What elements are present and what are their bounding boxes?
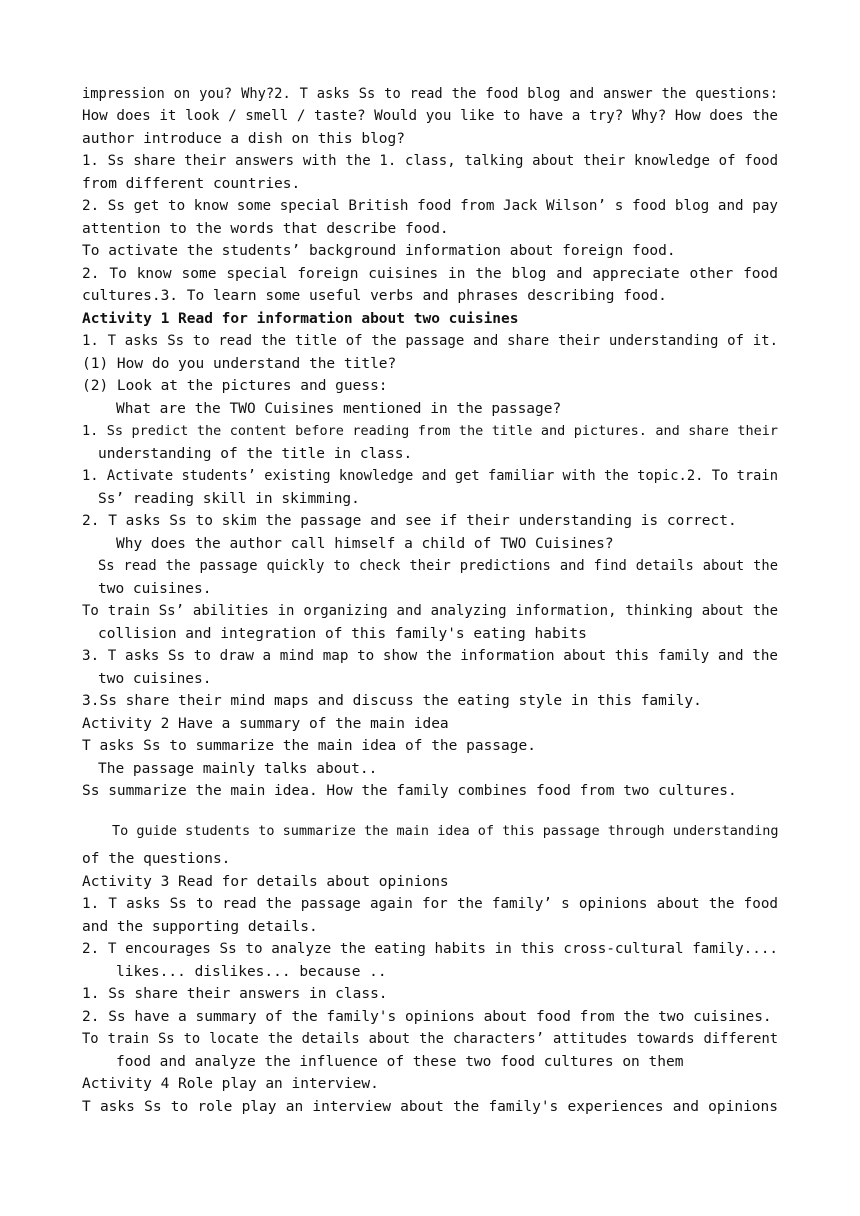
text-line: 2. T encourages Ss to analyze the eating habits in this cross-cultural family.... xyxy=(82,941,778,957)
activity-heading: Activity 3 Read for details about opinions xyxy=(82,874,449,890)
text-line: (2) Look at the pictures and guess: xyxy=(82,378,388,394)
text-line: two cuisines. xyxy=(98,581,212,597)
text-line: and the supporting details. xyxy=(82,919,318,935)
text-line: 1. Ss share their answers with the 1. class, talking about their knowledge of food xyxy=(82,153,778,169)
text-line: food and analyze the influence of these two food cultures on them xyxy=(116,1054,684,1070)
text-line: 2. T asks Ss to skim the passage and see if their understanding is correct. xyxy=(82,513,737,529)
text-line: 3.Ss share their mind maps and discuss the eating style in this family. xyxy=(82,693,702,709)
text-line: To guide students to summarize the main idea of this passage through understanding xyxy=(112,823,779,839)
text-line: The passage mainly talks about.. xyxy=(98,761,378,777)
text-line: 1. Activate students’ existing knowledge and get familiar with the topic.2. To train xyxy=(82,468,778,484)
text-line: Ss’ reading skill in skimming. xyxy=(98,491,360,507)
text-line: 1. T asks Ss to read the title of the passage and share their understanding of it. xyxy=(82,333,778,349)
text-line: T asks Ss to role play an interview about the family's experiences and opinions xyxy=(82,1099,778,1115)
text-line: What are the TWO Cuisines mentioned in the passage? xyxy=(116,401,562,417)
text-line: Ss summarize the main idea. How the family combines food from two cultures. xyxy=(82,783,737,799)
text-line: cultures.3. To learn some useful verbs and phrases describing food. xyxy=(82,288,667,304)
text-line: of the questions. xyxy=(82,851,231,867)
text-line: 2. Ss get to know some special British food from Jack Wilson’ s food blog and pay xyxy=(82,198,778,214)
text-line: 2. Ss have a summary of the family's opinions about food from the two cuisines. xyxy=(82,1009,772,1025)
text-line: To train Ss’ abilities in organizing and analyzing information, thinking about the xyxy=(82,603,778,619)
text-line: understanding of the title in class. xyxy=(98,446,413,462)
text-line: To train Ss to locate the details about the characters’ attitudes towards different xyxy=(82,1031,778,1047)
text-line: Why does the author call himself a child of TWO Cuisines? xyxy=(116,536,614,552)
text-line: 1. Ss predict the content before reading from the title and pictures. and share their xyxy=(82,423,778,439)
text-line: 3. T asks Ss to draw a mind map to show the information about this family and the xyxy=(82,648,778,664)
text-line: from different countries. xyxy=(82,176,301,192)
text-line: 1. T asks Ss to read the passage again for the family’ s opinions about the food xyxy=(82,896,778,912)
text-line: two cuisines. xyxy=(98,671,212,687)
text-line: likes... dislikes... because .. xyxy=(116,964,387,980)
text-line: (1) How do you understand the title? xyxy=(82,356,397,372)
text-line: T asks Ss to summarize the main idea of the passage. xyxy=(82,738,536,754)
text-line: 2. To know some special foreign cuisines in the blog and appreciate other food xyxy=(82,266,778,282)
text-line: Ss read the passage quickly to check their predictions and find details about the xyxy=(98,558,778,574)
activity-heading: Activity 2 Have a summary of the main idea xyxy=(82,716,449,732)
text-line: How does it look / smell / taste? Would you like to have a try? Why? How does the xyxy=(82,108,778,124)
text-line: impression on you? Why?2. T asks Ss to read the food blog and answer the questions: xyxy=(82,86,778,102)
activity-heading: Activity 1 Read for information about two cuisines xyxy=(82,311,519,327)
activity-heading: Activity 4 Role play an interview. xyxy=(82,1076,379,1092)
text-line: collision and integration of this family's eating habits xyxy=(98,626,587,642)
text-line: author introduce a dish on this blog? xyxy=(82,131,406,147)
text-line: 1. Ss share their answers in class. xyxy=(82,986,388,1002)
text-line: To activate the students’ background information about foreign food. xyxy=(82,243,676,259)
text-line: attention to the words that describe food. xyxy=(82,221,449,237)
